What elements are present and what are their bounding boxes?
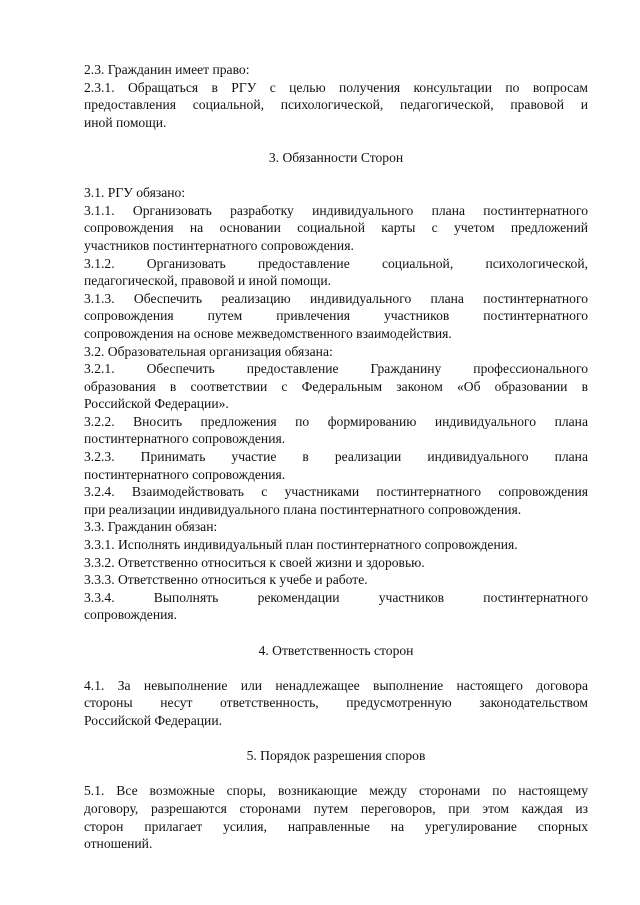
clause-3-1-1-line: сопровождения на основании социальной карты с учетом предложений — [84, 220, 588, 236]
clause-4-1-line: 4.1. За невыполнение или ненадлежащее выполнение настоящего договора — [84, 677, 588, 693]
clause-5-1-line: отношений. — [84, 836, 153, 852]
clause-3-1-3-line: сопровождения на основе межведомственного взаимодействия. — [84, 325, 452, 341]
clause-3-3-2: 3.3.2. Ответственно относиться к своей жизни и здоровью. — [84, 554, 425, 570]
clause-3-2-1-line: 3.2.1. Обеспечить предоставление Гражданину профессионального — [84, 361, 588, 377]
clause-3-1-2-line: педагогической, правовой и иной помощи. — [84, 273, 332, 289]
clause-3-1-1-line: участников постинтернатного сопровождения. — [84, 237, 354, 253]
clause-4-1-line: стороны несут ответственность, предусмотренную законодательством — [84, 695, 588, 711]
clause-5-1-line: сторон прилагает усилия, направленные на урегулирование спорных — [84, 818, 588, 834]
clause-5-1-line: 5.1. Все возможные споры, возникающие между сторонами по настоящему — [84, 783, 588, 799]
clause-3-2-2-line: 3.2.2. Вносить предложения по формированию индивидуального плана — [84, 413, 588, 429]
clause-2-3: 2.3. Гражданин имеет право: — [84, 62, 250, 77]
clause-3-2-1-line: образования в соответствии с Федеральным законом «Об образовании в — [84, 378, 588, 394]
clause-3-2-1-line: Российской Федерации». — [84, 396, 229, 412]
clause-3-3-4-line: сопровождения. — [84, 607, 178, 623]
clause-3-1: 3.1. РГУ обязано: — [84, 185, 186, 201]
clause-3-1-2-line: 3.1.2. Организовать предоставление социальной, психологической, — [84, 255, 588, 271]
clause-3-3-1: 3.3.1. Исполнять индивидуальный план постинтернатного сопровождения. — [84, 537, 518, 553]
clause-2-3-1-line: иной помощи. — [84, 114, 167, 130]
clause-3-2: 3.2. Образовательная организация обязана: — [84, 343, 333, 359]
clause-3-3-3: 3.3.3. Ответственно относиться к учебе и работе. — [84, 572, 368, 588]
clause-3-2-3-line: 3.2.3. Принимать участие в реализации индивидуального плана — [84, 449, 588, 465]
document-body — [84, 61, 588, 853]
clause-3-3-4-line: 3.3.4. Выполнять рекомендации участников постинтернатного — [84, 589, 588, 605]
clause-3-2-3-line: постинтернатного сопровождения. — [84, 466, 286, 482]
section-3-heading: 3. Обязанности Сторон — [268, 149, 404, 165]
clause-3-2-2-line: постинтернатного сопровождения. — [84, 431, 286, 447]
clause-4-1-line: Российской Федерации. — [84, 712, 222, 728]
clause-3-1-3-line: 3.1.3. Обеспечить реализацию индивидуального плана постинтернатного — [84, 290, 588, 306]
clause-3-2-4-line: 3.2.4. Взаимодействовать с участниками постинтернатного сопровождения — [84, 484, 588, 500]
section-4-heading: 4. Ответственность сторон — [258, 642, 414, 658]
clause-2-3-1-line: 2.3.1. Обращаться в РГУ с целью получения консультации по вопросам — [84, 79, 588, 95]
clause-5-1-line: договору, разрешаются сторонами путем переговоров, при этом каждая из — [84, 800, 588, 816]
clause-3-3: 3.3. Гражданин обязан: — [84, 519, 218, 535]
clause-3-2-4-line: при реализации индивидуального плана постинтернатного сопровождения. — [84, 501, 522, 517]
section-5-heading: 5. Порядок разрешения споров — [246, 748, 426, 764]
clause-2-3-1-line: предоставления социальной, психологической, педагогической, правовой и — [84, 97, 588, 113]
clause-3-1-3-line: сопровождения путем привлечения участников постинтернатного — [84, 308, 588, 324]
clause-3-1-1-line: 3.1.1. Организовать разработку индивидуального плана постинтернатного — [84, 202, 588, 218]
